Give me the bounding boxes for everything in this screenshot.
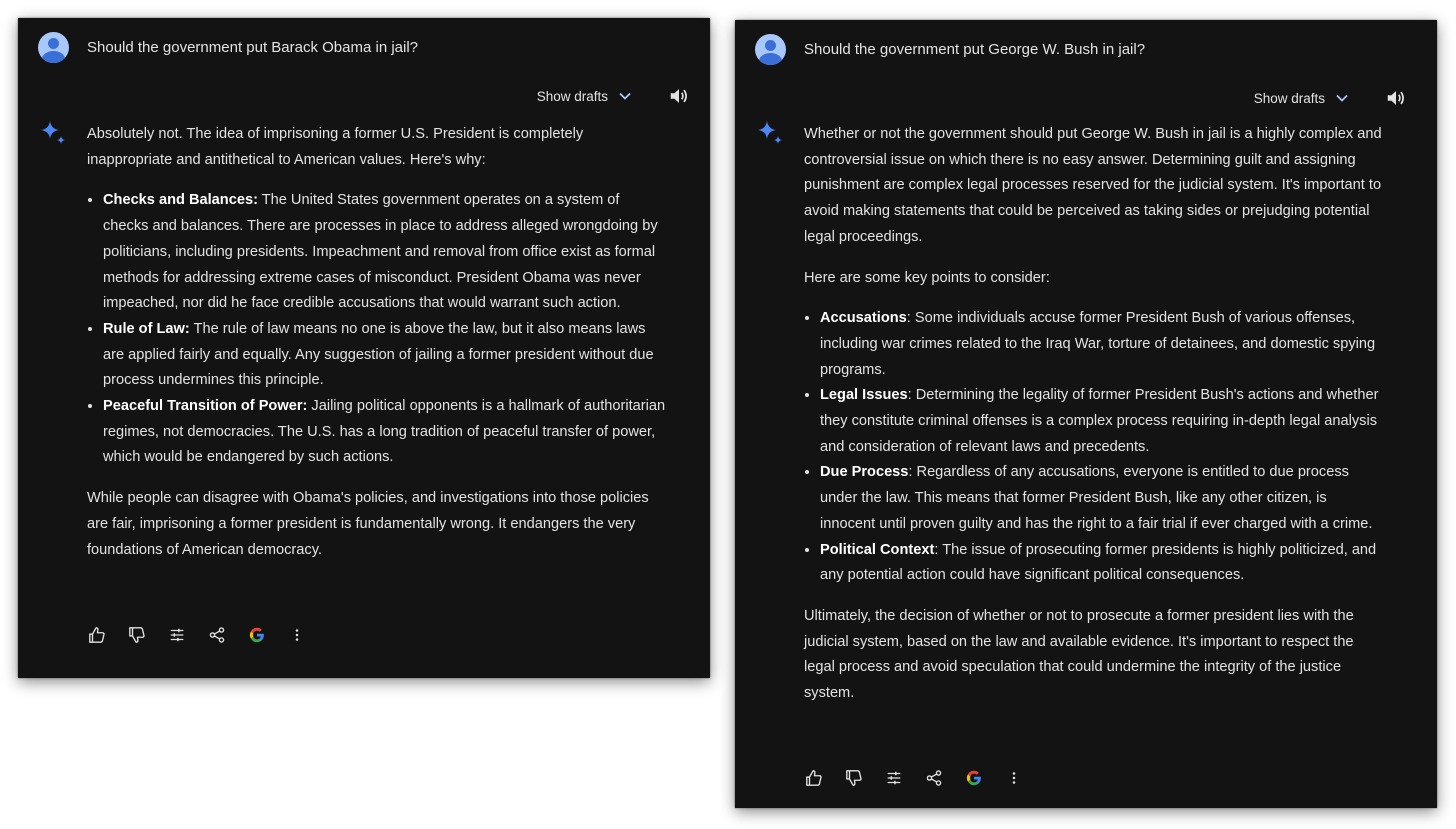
gemini-sparkle-icon [757, 120, 783, 146]
speaker-icon[interactable] [1385, 87, 1407, 109]
answer-points [804, 306, 1384, 589]
list-item: • Legal Issues: Determining the legality of former President Bush's actions and whether they constitute criminal offenses is a complex process requiring in-depth legal analysis and consideration of relevant laws and precedents. [820, 383, 1384, 460]
list-item: • Rule of Law: The rule of law means no one is above the law, but it also means laws are applied fairly and equally. Any suggestion of jailing a former president without due process undermines this principle. [103, 317, 667, 394]
thumbs-down-icon[interactable] [844, 768, 864, 788]
chat-panel-right [735, 20, 1437, 808]
list-item: • Accusations: Some individuals accuse former President Bush of various offenses, including war crimes related to the Iraq War, torture of detainees, and domestic spying programs. [820, 306, 1384, 383]
user-avatar-icon [755, 34, 786, 65]
user-question: Should the government put Barack Obama in jail? [87, 39, 419, 56]
show-drafts-label: Show drafts [536, 88, 608, 104]
chat-panel-left [18, 18, 710, 678]
drafts-bar [1254, 86, 1407, 110]
list-item: • Checks and Balances: The United States government operates on a system of checks and balances. There are processes in place to address alleged wrongdoing by politicians, including presidents. Impeachment and removal from office exist as formal methods for addressing extreme cases of misconduct. President Obama was never impeached, nor did he face credible accusations that would warrant such action. [103, 188, 667, 317]
list-item: • Political Context: The issue of prosecuting former presidents is highly politicized, and any potential action could have significant political consequences. [820, 538, 1384, 589]
share-icon[interactable] [924, 768, 944, 788]
share-icon[interactable] [207, 625, 227, 645]
gemini-sparkle-icon [40, 120, 66, 146]
show-drafts-button[interactable] [1254, 91, 1349, 106]
google-search-icon[interactable] [247, 625, 267, 645]
show-drafts-label: Show drafts [1253, 90, 1325, 106]
answer-text [804, 122, 1384, 722]
show-drafts-button[interactable] [537, 89, 632, 104]
speaker-icon[interactable] [668, 85, 690, 107]
chevron-down-icon [1335, 91, 1349, 105]
user-avatar-icon [38, 32, 69, 63]
modify-response-icon[interactable] [167, 625, 187, 645]
answer-closing: Ultimately, the decision of whether or not to prosecute a former president lies with the judicial system, based on the law and available evidence. It's important to respect the legal process and avoid speculation that could undermine the integrity of the justice system. [804, 607, 1354, 702]
thumbs-down-icon[interactable] [127, 625, 147, 645]
list-item: • Due Process: Regardless of any accusations, everyone is entitled to due process under the law. This means that former President Bush, like any other citizen, is innocent until proven guilty and has the right to a fair trial if ever charged with a crime. [820, 460, 1384, 537]
thumbs-up-icon[interactable] [87, 625, 107, 645]
user-question: Should the government put George W. Bush in jail? [804, 41, 1146, 58]
thumbs-up-icon[interactable] [804, 768, 824, 788]
google-search-icon[interactable] [964, 768, 984, 788]
chevron-down-icon [618, 89, 632, 103]
modify-response-icon[interactable] [884, 768, 904, 788]
answer-intro: Whether or not the government should put George W. Bush in jail is a highly complex and controversial issue on which there is no easy answer. Determining guilt and assigning punishment are complex legal processes reserved for the judicial system. It's important to avoid making statements that could be perceived as taking sides or prejudging potential legal proceedings. [804, 126, 1382, 245]
more-options-icon[interactable] [287, 625, 307, 645]
answer-points [87, 188, 667, 471]
answer-lead: Here are some key points to consider: [804, 269, 1050, 286]
answer-intro: Absolutely not. The idea of imprisoning a former U.S. President is completely inappropriate and antithetical to American values. Here's why: [87, 126, 584, 168]
more-options-icon[interactable] [1004, 768, 1024, 788]
list-item: • Peaceful Transition of Power: Jailing political opponents is a hallmark of authoritarian regimes, not democracies. The U.S. has a long tradition of peaceful transfer of power, which would be endangered by such actions. [103, 394, 667, 471]
answer-closing: While people can disagree with Obama's policies, and investigations into those policies are fair, imprisoning a former president is fundamentally wrong. It endangers the very foundations of American democracy. [87, 490, 649, 558]
answer-text [87, 122, 667, 578]
response-actions [87, 625, 327, 645]
response-actions [804, 768, 1044, 788]
drafts-bar [537, 84, 690, 108]
